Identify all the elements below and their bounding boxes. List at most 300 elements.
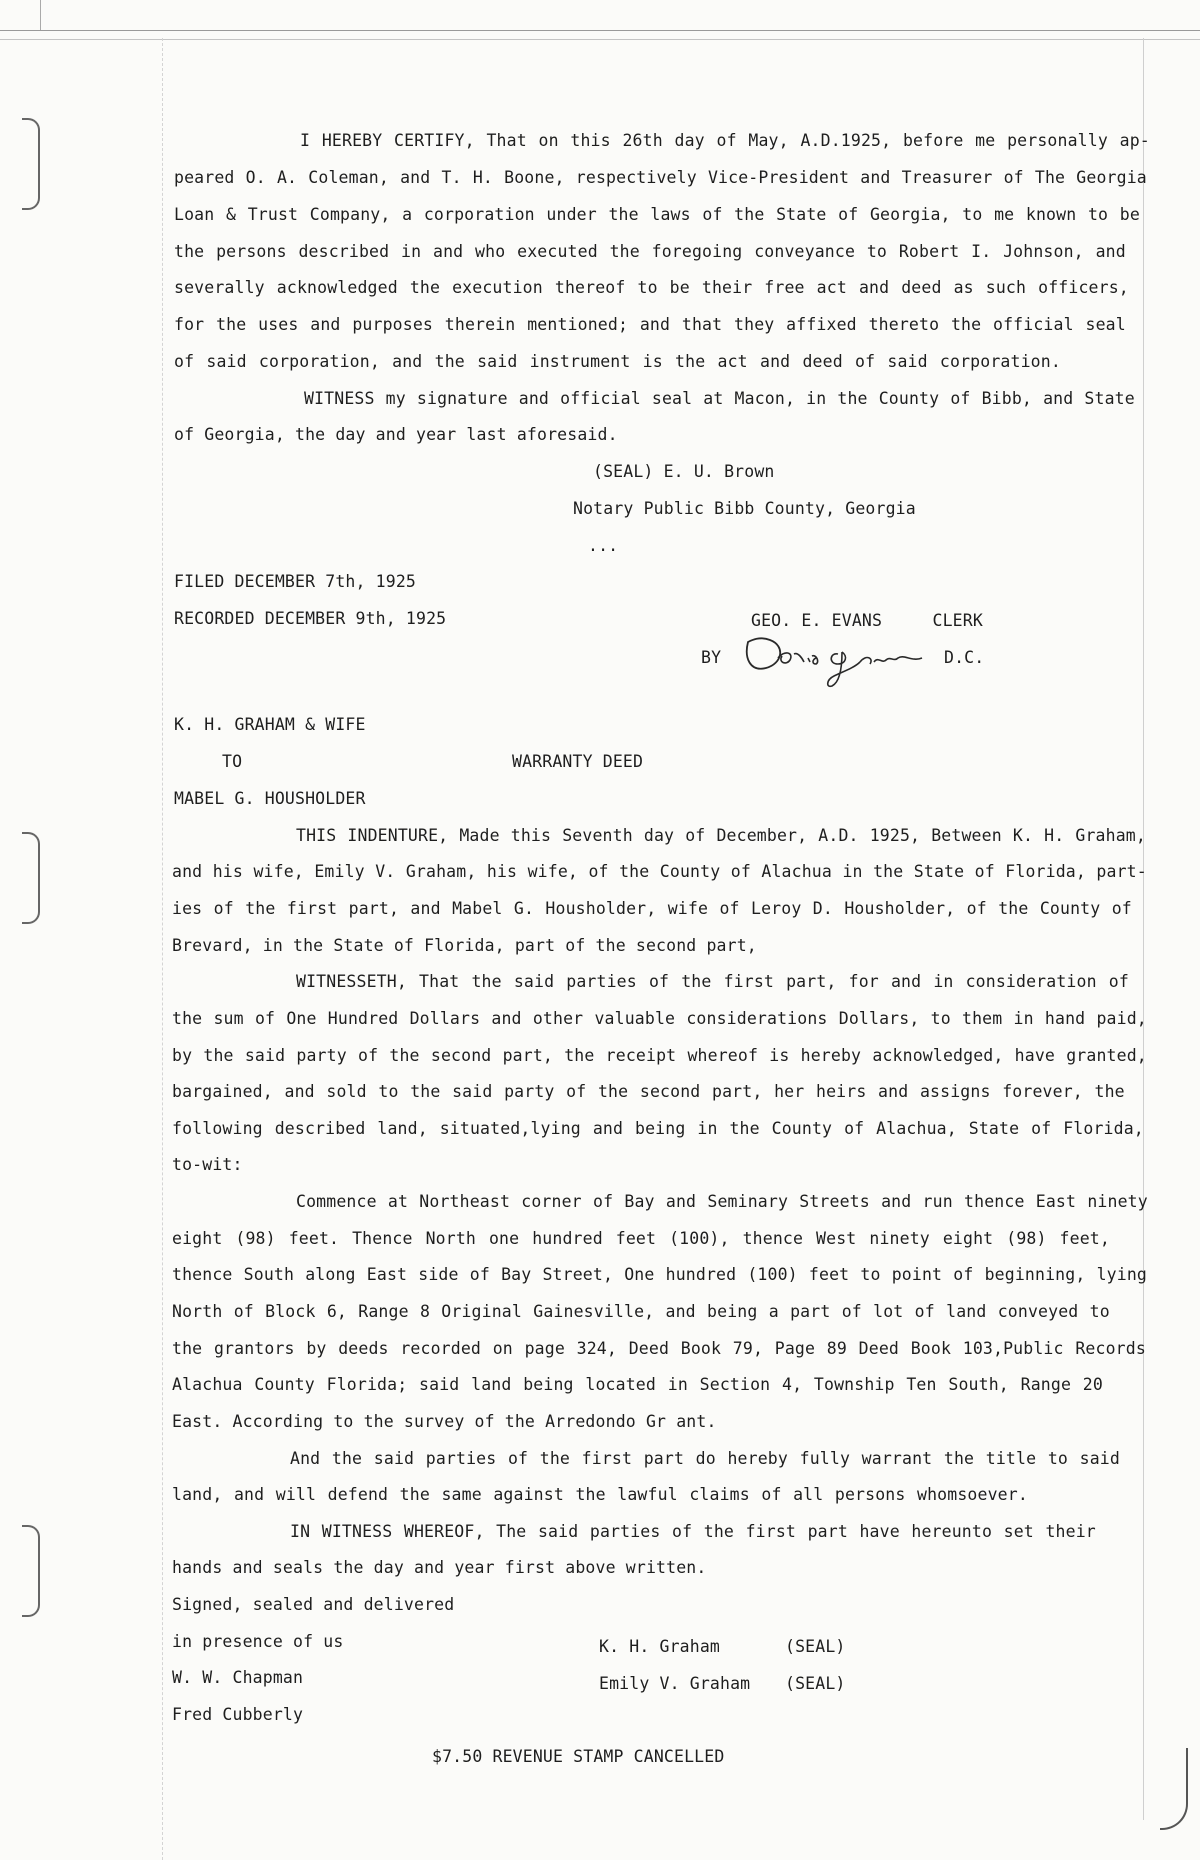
certificate-line [304, 389, 1135, 409]
word: have [1014, 1046, 1055, 1065]
word: I [300, 131, 311, 150]
deputy-clerk-signature [742, 628, 928, 690]
word: the [216, 315, 247, 334]
word: 79, [732, 1339, 764, 1358]
word: and [233, 1485, 265, 1504]
word: foregoing [651, 242, 743, 261]
revenue-stamp-note: $7.50 REVENUE STAMP CANCELLED [432, 1747, 725, 1766]
certificate-line [174, 278, 1129, 298]
word: A. [276, 168, 298, 187]
deed-line: hands and seals the day and year first above written. [172, 1558, 707, 1577]
word: Thence [352, 1229, 413, 1248]
word: and [518, 389, 550, 408]
word: seal [1085, 315, 1126, 334]
word: Block [265, 1302, 316, 1321]
word: following [172, 1119, 263, 1138]
word: and [878, 1082, 909, 1101]
word: One [624, 1265, 655, 1284]
word: the [172, 1009, 203, 1028]
word: side [418, 1265, 459, 1284]
word: of [716, 131, 737, 150]
word: Dollars, [838, 1009, 920, 1028]
word: in [401, 242, 422, 261]
word: valuable [594, 1009, 676, 1028]
word: Seventh [562, 826, 633, 845]
word: and [284, 1082, 315, 1101]
word: the [597, 1082, 629, 1101]
certificate-line [174, 205, 1140, 225]
word: INDENTURE, [347, 826, 449, 845]
word: of [588, 862, 609, 881]
word: them [961, 1009, 1003, 1028]
word: said [419, 1375, 460, 1394]
word: 8 [419, 1302, 431, 1321]
word: official [560, 389, 641, 408]
word: the [203, 1046, 234, 1065]
word: of [1108, 972, 1129, 991]
justified-row [174, 278, 1129, 298]
word: free [764, 278, 805, 297]
word: Ten [906, 1375, 937, 1394]
word: act [717, 352, 748, 371]
word: the [619, 862, 650, 881]
word: eight [172, 1229, 223, 1248]
word: H. [1044, 826, 1065, 845]
page-corner-mark [0, 0, 41, 30]
word: the [409, 278, 441, 297]
word: and [759, 352, 791, 371]
word: and [881, 1192, 912, 1211]
deed-line [172, 1485, 1028, 1505]
word: uses [258, 315, 299, 334]
word: Bay [624, 1192, 655, 1211]
word: The [496, 1522, 527, 1541]
word: (100) [747, 1265, 798, 1284]
word: K. [1012, 826, 1034, 845]
word: lawful [617, 1485, 678, 1504]
deed-line [172, 1375, 1103, 1395]
justified-row [172, 1009, 1147, 1029]
deed-line: Signed, sealed and delivered [172, 1595, 455, 1614]
notary-title-line: Notary Public Bibb County, Georgia [573, 499, 916, 518]
word: of [685, 826, 706, 845]
word: said [244, 1046, 286, 1065]
signer-seal: (SEAL) [785, 1637, 846, 1656]
word: of [841, 1302, 862, 1321]
word: feet, [1059, 1229, 1110, 1248]
word: on [492, 1339, 513, 1358]
word: O. [245, 168, 266, 187]
word: her [774, 1082, 805, 1101]
word: to [930, 1009, 951, 1028]
justified-row [172, 1485, 1028, 1505]
word: the [434, 352, 465, 371]
word: Original [441, 1302, 522, 1321]
word: under [546, 205, 597, 224]
deed-line [172, 862, 1147, 882]
word: part, [712, 1082, 763, 1101]
word: 89 [826, 1339, 847, 1358]
justified-row [172, 1082, 1125, 1102]
word: whomsoever. [916, 1485, 1028, 1504]
word: A.D.1925, [800, 131, 892, 150]
word: first [286, 899, 338, 918]
word: the [564, 1046, 595, 1065]
justified-row [172, 899, 1132, 919]
to-label: TO [222, 752, 243, 771]
word: part [790, 1302, 831, 1321]
word: have [859, 1522, 900, 1541]
word: in [806, 389, 827, 408]
word: of [855, 352, 876, 371]
word: & [225, 205, 237, 224]
word: ninety [869, 1229, 930, 1248]
word: his [486, 862, 518, 881]
word: first [745, 1522, 796, 1541]
binder-hole [22, 832, 40, 924]
word: situated,lying [439, 1119, 581, 1138]
word: Coleman, [308, 168, 389, 187]
word: THIS [296, 826, 337, 845]
word: and [432, 242, 464, 261]
signer-seal: (SEAL) [785, 1674, 846, 1693]
deed-line [296, 1192, 1148, 1212]
word: East [366, 1265, 408, 1284]
word: be [1119, 205, 1140, 224]
word: That [486, 131, 527, 150]
word: wife, [253, 862, 304, 881]
word: State [968, 1119, 1020, 1138]
justified-row [172, 1265, 1147, 1285]
word: and [592, 1119, 624, 1138]
word: of [974, 862, 995, 881]
word: 20 [1082, 1375, 1103, 1394]
word: of [233, 1302, 254, 1321]
word: Gainesville, [533, 1302, 655, 1321]
deed-line [296, 826, 1146, 846]
word: acknowledged [276, 278, 398, 297]
word: thence [172, 1265, 233, 1284]
word: and [172, 862, 203, 881]
word: Robert [898, 242, 960, 261]
word: be [669, 278, 690, 297]
word: they [734, 315, 775, 334]
word: to [1087, 205, 1109, 224]
word: to [860, 1265, 881, 1284]
word: consideration [965, 972, 1097, 991]
word: V. [375, 862, 396, 881]
word: deed [901, 278, 942, 297]
word: Leroy [750, 899, 802, 918]
word: hereby [727, 1449, 788, 1468]
word: execution [452, 278, 543, 297]
deed-line [172, 1119, 1144, 1139]
deed-title: WARRANTY DEED [512, 752, 644, 771]
word: known [1025, 205, 1077, 224]
word: receipt [605, 1046, 677, 1065]
word: of [719, 899, 740, 918]
word: wife, [527, 862, 578, 881]
grantor-heading: K. H. GRAHAM & WIFE [174, 715, 366, 734]
word: the [675, 352, 706, 371]
word: of [566, 1082, 587, 1101]
justified-row [290, 1449, 1120, 1469]
word: at [703, 389, 724, 408]
word: official [993, 315, 1074, 334]
word: me [994, 205, 1015, 224]
word: (100), [669, 1229, 730, 1248]
word: a [402, 205, 413, 224]
word: this [570, 131, 611, 150]
word: HEREBY [321, 131, 383, 150]
word: thereof [554, 278, 626, 297]
word: grantors [213, 1339, 295, 1358]
word: I. [971, 242, 992, 261]
word: Alachua [761, 862, 832, 881]
justified-row [290, 1522, 1096, 1542]
word: acknowledged, [872, 1046, 1004, 1065]
word: being [635, 1119, 686, 1138]
word: the [703, 1522, 735, 1541]
word: for [174, 315, 205, 334]
word: Range [358, 1302, 409, 1321]
justified-row [296, 1192, 1148, 1212]
word: executed [517, 242, 598, 261]
word: feet [808, 1265, 850, 1284]
word: day [674, 131, 705, 150]
word: 103,Public [962, 1339, 1064, 1358]
word: day [643, 826, 675, 845]
word: to [637, 278, 658, 297]
word: party [296, 1046, 347, 1065]
word: Seminary [707, 1192, 789, 1211]
word: WITNESSETH, [296, 972, 407, 991]
word: is [769, 1046, 790, 1065]
deputy-clerk-label: D.C. [944, 648, 985, 667]
word: signature [416, 389, 508, 408]
signer-name: K. H. Graham [599, 1637, 721, 1656]
word: same [441, 1485, 482, 1504]
word: feet [615, 1229, 657, 1248]
word: Alachua, [876, 1119, 957, 1138]
word: (98) [235, 1229, 276, 1248]
word: Georgia, [869, 205, 951, 224]
word: such [985, 278, 1027, 297]
word: being [707, 1302, 758, 1321]
word: G. [513, 899, 535, 918]
word: Township [813, 1375, 895, 1394]
word: being [523, 1375, 574, 1394]
signer-name: Emily V. Graham [599, 1674, 751, 1693]
word: the [399, 1485, 430, 1504]
word: in [1013, 1009, 1034, 1028]
word: of [469, 1265, 490, 1284]
word: 26th [622, 131, 663, 150]
word: One [286, 1009, 317, 1028]
justified-row [174, 242, 1126, 262]
word: County [1039, 899, 1101, 918]
justified-row [172, 1229, 1110, 1249]
word: point [891, 1265, 943, 1284]
word: all [793, 1485, 824, 1504]
word: fully [799, 1449, 851, 1468]
word: of [914, 1302, 935, 1321]
word: thence [742, 1229, 804, 1248]
word: other [532, 1009, 584, 1028]
word: ap- [1119, 131, 1150, 150]
word: mentioned; [527, 315, 629, 334]
word: Company, [309, 205, 391, 224]
page-curl [1160, 1748, 1188, 1830]
word: WHEREOF, [403, 1522, 485, 1541]
word: severally [174, 278, 265, 297]
word: H. [472, 168, 493, 187]
word: Loan [174, 205, 215, 224]
word: WITNESS [321, 1522, 393, 1541]
word: hereby [800, 1046, 862, 1065]
word: Macon, [734, 389, 796, 408]
word: assigns [919, 1082, 991, 1101]
word: Street, [542, 1265, 614, 1284]
right-margin-line [1143, 38, 1144, 1820]
word: of [672, 1522, 693, 1541]
word: of [730, 862, 751, 881]
word: to [378, 1082, 399, 1101]
word: D. [812, 899, 833, 918]
word: persons [216, 242, 287, 261]
deed-line [172, 1229, 1110, 1249]
word: Deed [628, 1339, 670, 1358]
word: and [665, 1192, 697, 1211]
word: laws [650, 205, 691, 224]
word: first [723, 972, 774, 991]
word: land [946, 1302, 987, 1321]
word: run [922, 1192, 953, 1211]
word: 1925, [869, 826, 921, 845]
word: considerations [686, 1009, 828, 1028]
word: personally [1007, 131, 1108, 150]
word: the [873, 862, 904, 881]
word: Housholder, [844, 899, 956, 918]
word: deed [802, 352, 843, 371]
justified-row [174, 315, 1126, 335]
justified-row [300, 131, 1150, 151]
word: do [695, 1449, 716, 1468]
word: respectively [575, 168, 697, 187]
word: this [510, 826, 552, 845]
word: County [254, 1375, 315, 1394]
word: title [985, 1449, 1037, 1468]
word: Deed [858, 1339, 900, 1358]
word: bargained, [172, 1082, 273, 1101]
word: hereunto [911, 1522, 993, 1541]
justified-row [174, 352, 1061, 372]
word: one [488, 1229, 520, 1248]
word: State [1084, 389, 1135, 408]
word: his [212, 862, 243, 881]
word: South, [948, 1375, 1009, 1394]
word: Johnson, [1003, 242, 1084, 261]
word: who [475, 242, 506, 261]
word: of [593, 1192, 614, 1211]
word: act [816, 278, 847, 297]
word: May, [748, 131, 789, 150]
word: described [274, 1119, 366, 1138]
word: T. [441, 168, 462, 187]
grantee-heading: MABEL G. HOUSHOLDER [174, 789, 366, 808]
word: land [471, 1375, 512, 1394]
word: said [206, 352, 247, 371]
word: beginning, [984, 1265, 1086, 1284]
word: and [890, 972, 922, 991]
word: said [887, 352, 928, 371]
word: whereof [687, 1046, 759, 1065]
word: persons [834, 1485, 906, 1504]
deed-line [172, 1009, 1147, 1029]
word: and [410, 899, 441, 918]
deed-line [296, 972, 1129, 992]
word: as [953, 278, 974, 297]
word: Treasurer [901, 168, 993, 187]
word: and [392, 352, 423, 371]
deed-line [290, 1522, 1096, 1542]
word: by [306, 1339, 327, 1358]
recorded-date: RECORDED DECEMBER 9th, 1925 [174, 609, 447, 628]
word: before [902, 131, 964, 150]
word: the [608, 205, 639, 224]
word: the [837, 389, 868, 408]
word: Dollars [409, 1009, 481, 1028]
word: their [1045, 1522, 1096, 1541]
word: part, [502, 1046, 553, 1065]
word: said [513, 972, 555, 991]
justified-row [172, 862, 1147, 882]
word: along [305, 1265, 356, 1284]
word: State [913, 862, 965, 881]
word: the [681, 972, 712, 991]
word: That [419, 972, 460, 991]
word: defend [327, 1485, 389, 1504]
word: and [860, 168, 891, 187]
justified-row [304, 389, 1135, 409]
word: Georgia [1076, 168, 1147, 187]
word: sold [326, 1082, 367, 1101]
notary-seal-line: (SEAL) E. U. Brown [593, 462, 775, 481]
word: of [648, 972, 670, 991]
word: part [643, 1449, 685, 1468]
word: sum [213, 1009, 244, 1028]
word: corporation, [258, 352, 380, 371]
word: and [491, 1009, 522, 1028]
word: on [538, 131, 559, 150]
word: is [642, 352, 663, 371]
word: by [172, 1046, 193, 1065]
word: claims [689, 1485, 750, 1504]
word: peared [174, 168, 235, 187]
word: their [701, 278, 753, 297]
word: land, [377, 1119, 428, 1138]
deed-line: East. According to the survey of the Arredondo Gr ant. [172, 1412, 717, 1431]
justified-row [174, 168, 1147, 188]
word: Northeast [419, 1192, 511, 1211]
word: Graham, [1075, 826, 1146, 845]
word: the [1094, 1082, 1125, 1101]
word: my [385, 389, 406, 408]
word: to [1089, 1302, 1110, 1321]
word: the [174, 242, 205, 261]
deed-line: to-wit: [172, 1155, 243, 1174]
certificate-line [174, 352, 1061, 372]
